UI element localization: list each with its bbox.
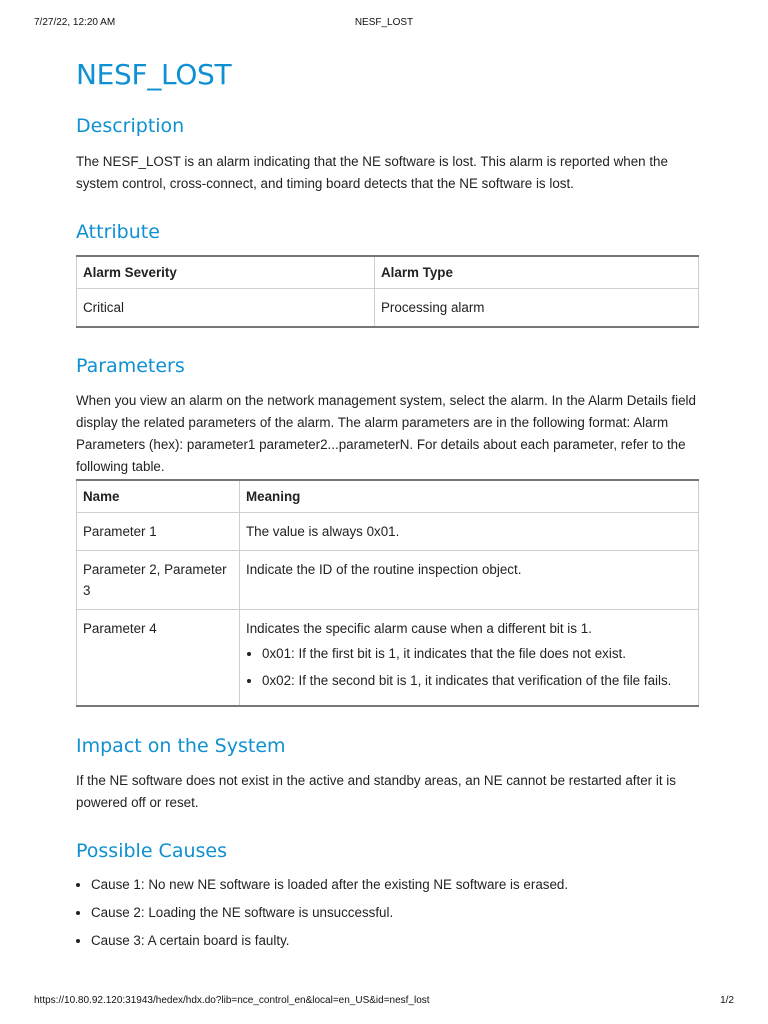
print-url: https://10.80.92.120:31943/hedex/hdx.do?lib=nce_control_en&local=en_US&id=nesf_lost — [34, 995, 430, 1006]
attribute-table — [76, 255, 699, 328]
impact-text: If the NE software does not exist in the active and standby areas, an NE cannot be restarted after it is powered off or reset. — [76, 773, 676, 810]
param-name: Parameter 4 — [77, 610, 240, 707]
causes-list — [76, 875, 700, 951]
parameters-heading: Parameters — [76, 355, 185, 377]
description-text: The NESF_LOST is an alarm indicating that the NE software is lost. This alarm is reported when the system control, cross-connect, and timing board detects that the NE software is lost. — [76, 154, 668, 191]
column-header: Meaning — [240, 480, 699, 513]
parameters-table — [76, 479, 699, 707]
print-header — [0, 17, 768, 31]
bit-list — [246, 643, 692, 691]
param-meaning-cell — [240, 610, 699, 707]
table-row — [77, 289, 699, 328]
table-row — [77, 551, 699, 610]
print-datetime: 7/27/22, 12:20 AM — [34, 17, 116, 28]
param-meaning: Indicate the ID of the routine inspection object. — [240, 551, 699, 610]
impact-heading: Impact on the System — [76, 735, 286, 757]
column-header: Name — [77, 480, 240, 513]
page-number: 1/2 — [720, 995, 734, 1006]
param-name: Parameter 1 — [77, 513, 240, 551]
list-item: • Cause 3: A certain board is faulty. — [91, 931, 700, 951]
param-meaning: Indicates the specific alarm cause when a different bit is 1. — [246, 621, 592, 636]
column-header: Alarm Severity — [77, 256, 375, 289]
print-footer — [0, 995, 768, 1009]
document-content — [76, 58, 700, 959]
list-item: • 0x02: If the second bit is 1, it indicates that verification of the file fails. — [262, 670, 692, 691]
table-cell: Processing alarm — [375, 289, 699, 328]
table-header-row — [77, 480, 699, 513]
causes-heading: Possible Causes — [76, 840, 227, 862]
table-row — [77, 610, 699, 707]
list-item: • Cause 2: Loading the NE software is unsuccessful. — [91, 903, 700, 923]
table-cell: Critical — [77, 289, 375, 328]
list-item: • 0x01: If the first bit is 1, it indicates that the file does not exist. — [262, 643, 692, 664]
parameters-text: When you view an alarm on the network management system, select the alarm. In the Alarm Details field display the related parameters of the alarm. The alarm parameters are in the following format: Alarm Parameters (hex): parameter1 parameter2...parameterN. For details about each parameter, refer to the following table. — [76, 393, 696, 474]
print-title: NESF_LOST — [354, 17, 414, 28]
page-title: NESF_LOST — [76, 58, 232, 91]
param-meaning: The value is always 0x01. — [240, 513, 699, 551]
description-heading: Description — [76, 115, 185, 137]
attribute-heading: Attribute — [76, 221, 160, 243]
column-header: Alarm Type — [375, 256, 699, 289]
table-header-row — [77, 256, 699, 289]
param-name: Parameter 2, Parameter 3 — [77, 551, 240, 610]
table-row — [77, 513, 699, 551]
list-item: • Cause 1: No new NE software is loaded after the existing NE software is erased. — [91, 875, 700, 895]
